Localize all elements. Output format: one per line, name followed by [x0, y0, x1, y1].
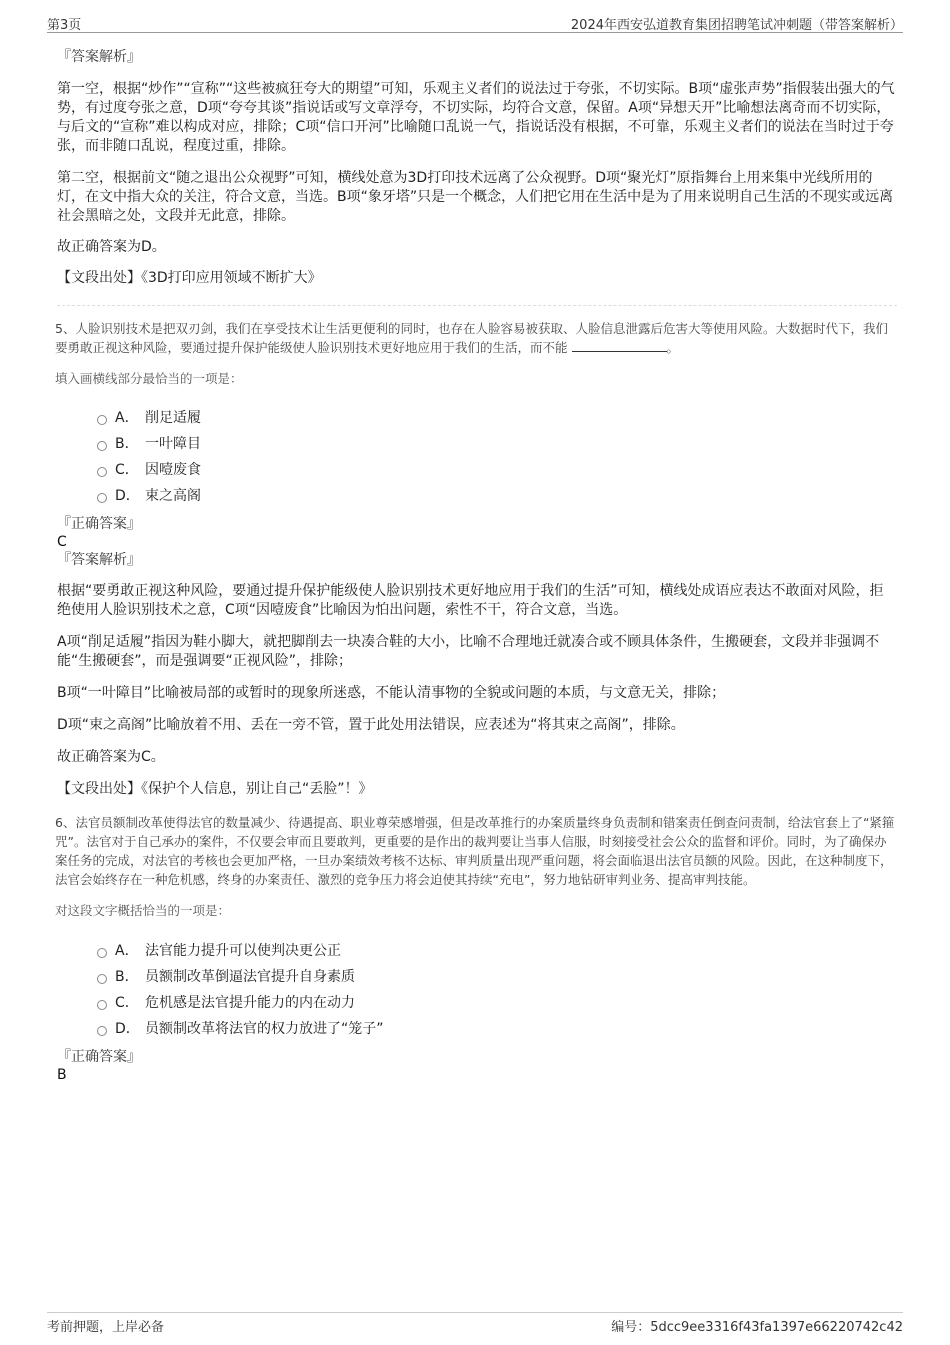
- page-header: [47, 12, 903, 33]
- radio-icon[interactable]: [97, 1000, 107, 1010]
- q6-correct-answer: B: [57, 1067, 67, 1083]
- q5-source: 【文段出处】《保护个人信息，别让自己“丢脸”！》: [57, 781, 373, 797]
- footer-slogan: 考前押题，上岸必备: [47, 1320, 165, 1335]
- q6-option-c[interactable]: C． 危机感是法官提升能力的内在动力: [97, 990, 897, 1016]
- radio-icon[interactable]: [97, 1026, 107, 1036]
- q5-blank: [572, 339, 667, 352]
- q5-correct-answer: C: [57, 534, 67, 550]
- page-content: [57, 46, 897, 1084]
- radio-icon[interactable]: [97, 415, 107, 425]
- q5-question: [55, 319, 897, 357]
- radio-icon[interactable]: [97, 948, 107, 958]
- code-label: 编号：: [611, 1320, 651, 1335]
- q6-option-d[interactable]: D． 员额制改革将法官的权力放进了“笼子”: [97, 1016, 897, 1042]
- q5-question-end: 。: [666, 340, 680, 355]
- q4-conclusion: 故正确答案为D。: [57, 239, 166, 255]
- q5-prompt: 填入画横线部分最恰当的一项是：: [55, 371, 243, 386]
- radio-icon[interactable]: [97, 441, 107, 451]
- q6-correct-label: 『正确答案』: [57, 1049, 141, 1065]
- q5-analysis-label: 『答案解析』: [57, 552, 141, 568]
- q4-source: 【文段出处】《3D打印应用领域不断扩大》: [57, 270, 322, 286]
- q5-option-d[interactable]: D． 束之高阁: [97, 483, 897, 509]
- q6-prompt: 对这段文字概括恰当的一项是：: [55, 903, 231, 918]
- q5-analysis-para3: B项“一叶障目”比喻被局部的或暂时的现象所迷惑，不能认清事物的全貌或问题的本质，与文意无关，排除；: [57, 685, 726, 701]
- document-title: 2024年西安弘道教育集团招聘笔试冲刺题（带答案解析）: [570, 18, 903, 33]
- q5-conclusion: 故正确答案为C。: [57, 749, 165, 765]
- q5-option-b[interactable]: B． 一叶障目: [97, 431, 897, 457]
- q5-analysis-para2: A项“削足适履”指因为鞋小脚大，就把脚削去一块凑合鞋的大小，比喻不合理地迁就凑合或不顾具体条件，生搬硬套，文段并非强调不能“生搬硬套”，而是强调要“正视风险”，排除；: [57, 634, 880, 669]
- q5-option-a[interactable]: A． 削足适履: [97, 405, 897, 431]
- q5-options: [97, 405, 897, 509]
- q5-option-c[interactable]: C． 因噎废食: [97, 457, 897, 483]
- page-number: 第3页: [47, 18, 82, 33]
- q6-options: [97, 938, 897, 1042]
- radio-icon[interactable]: [97, 974, 107, 984]
- q6-option-b[interactable]: B． 员额制改革倒逼法官提升自身素质: [97, 964, 897, 990]
- radio-icon[interactable]: [97, 467, 107, 477]
- q6-question: 6、法官员额制改革使得法官的数量减少、待遇提高、职业尊荣感增强，但是改革推行的办案质量终身负责制和错案责任倒查问责制，给法官套上了“紧箍咒”。法官对于自己承办的案件，不仅要会审而且要敢判，更重要的是作出的裁判要让当事人信服，时刻接受社会公众的监督和评价。同时，为了确保办案任务的完成，对法官的考核也会更加严格，一旦办案绩效考核不达标、审判质量出现严重问题，将会面临退出法官员额的风险。因此，在这种制度下，法官会始终存在一种危机感，终身的办案责任、激烈的竞争压力将会迫使其持续“充电”，努力地钻研审判业务、提高审判技能。: [55, 815, 895, 887]
- document-code: [611, 1316, 903, 1335]
- code-value: 5dcc9ee3316f43fa1397e66220742c42: [650, 1320, 903, 1335]
- q5-question-text: 5、人脸识别技术是把双刃剑，我们在享受技术让生活更便利的同时，也存在人脸容易被获取、人脸信息泄露后危害大等使用风险。大数据时代下，我们要勇敢正视这种风险，要通过提升保护能级使人脸识别技术更好地应用于我们的生活，而不能: [55, 321, 888, 355]
- q4-analysis-para2: 第二空，根据前文“随之退出公众视野”可知，横线处意为3D打印技术远离了公众视野。D项“聚光灯”原指舞台上用来集中光线所用的灯，在文中指大众的关注，符合文意，当选。B项“象牙塔”只是一个概念，人们把它用在生活中是为了用来说明自己生活的不现实或远离社会黑暗之处，文段并无此意，排除。: [57, 170, 894, 224]
- page-footer: [47, 1312, 903, 1333]
- q4-analysis-para1: 第一空，根据“炒作”“宣称”“这些被疯狂夸大的期望”可知，乐观主义者们的说法过于夸张，不切实际。B项“虚张声势”指假装出强大的气势，有过度夸张之意，D项“夸夸其谈”指说话或写文章浮夸，不切实际，均符合文意，保留。A项“异想天开”比喻想法离奇而不切实际，与后文的“宣称”难以构成对应，排除；C项“信口开河”比喻随口乱说一气，指说话没有根据，不可靠，乐观主义者们的说法在当时过于夸张，而非随口乱说，程度过重，排除。: [57, 81, 895, 154]
- q4-analysis-label: 『答案解析』: [57, 49, 141, 65]
- q5-analysis-para4: D项“束之高阁”比喻放着不用、丢在一旁不管，置于此处用法错误，应表述为“将其束之高阁”，排除。: [57, 717, 685, 733]
- q5-analysis-para1: 根据“要勇敢正视这种风险，要通过提升保护能级使人脸识别技术更好地应用于我们的生活”可知，横线处成语应表达不敢面对风险，拒绝使用人脸识别技术之意，C项“因噎废食”比喻因为怕出问题，索性不干，符合文意，当选。: [57, 583, 884, 618]
- divider: [57, 305, 897, 306]
- q6-option-a[interactable]: A． 法官能力提升可以使判决更公正: [97, 938, 897, 964]
- radio-icon[interactable]: [97, 493, 107, 503]
- q5-correct-label: 『正确答案』: [57, 516, 141, 532]
